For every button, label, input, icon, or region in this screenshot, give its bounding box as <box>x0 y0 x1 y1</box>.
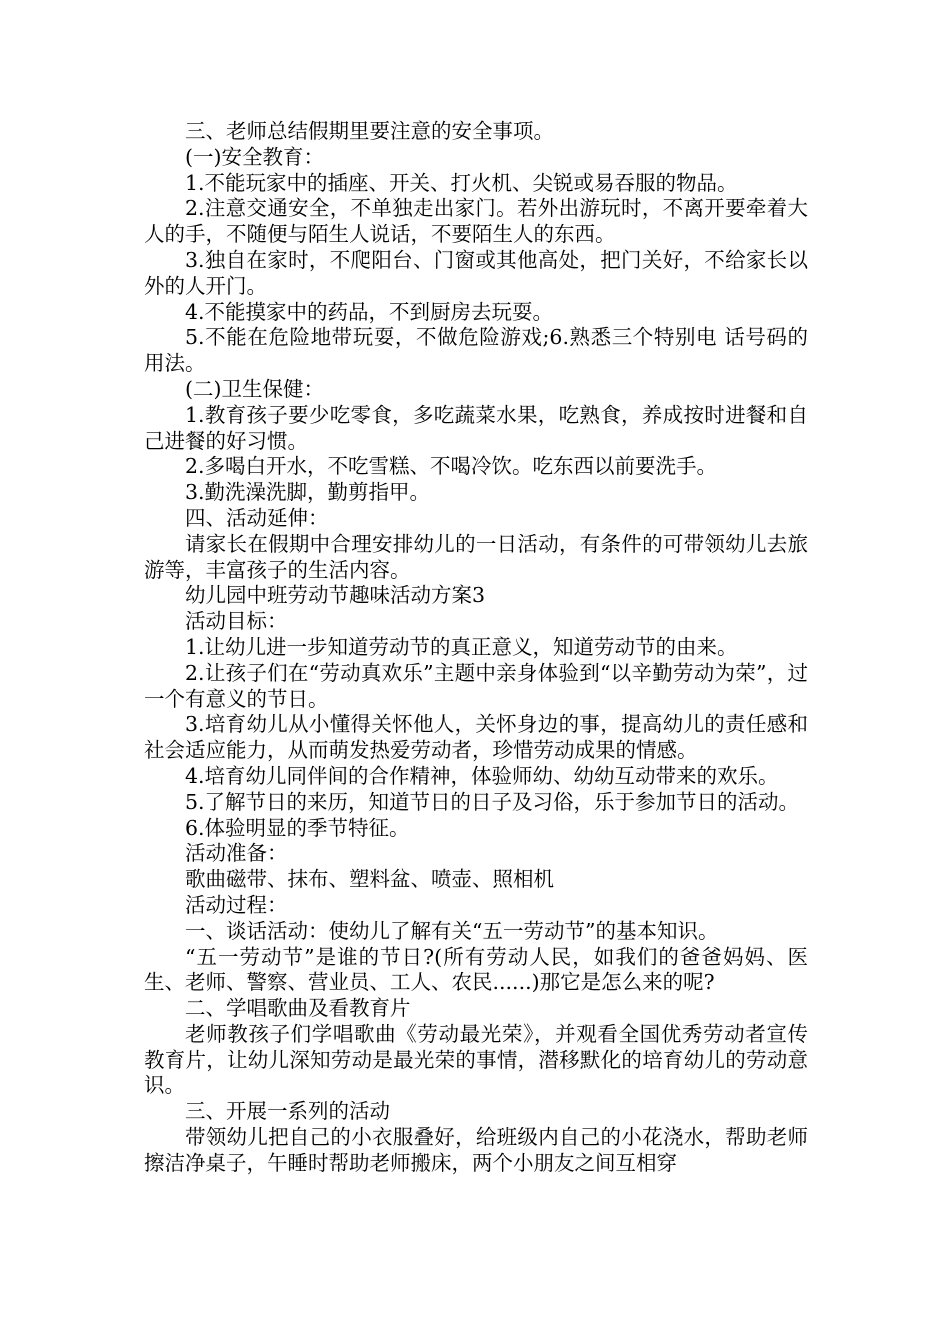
document-body <box>144 119 808 1177</box>
paragraph: 6.体验明显的季节特征。 <box>185 815 410 840</box>
paragraph: (一)安全教育： <box>185 144 324 169</box>
paragraph: 2.注意交通安全，不单独走出家门。若外出游玩时，不离开要牵着大人的手，不随便与陌生人说话，不要陌生人的东西。 <box>144 196 808 247</box>
paragraph: 活动过程： <box>185 892 288 917</box>
paragraph: 3.勤洗澡洗脚，勤剪指甲。 <box>185 480 431 505</box>
paragraph: 2.让孩子们在“劳动真欢乐”主题中亲身体验到“以辛勤劳动为荣”，过一个有意义的节日。 <box>144 660 808 711</box>
paragraph: 四、活动延伸： <box>185 505 329 530</box>
paragraph: 老师教孩子们学唱歌曲《劳动最光荣》，并观看全国优秀劳动者宣传教育片，让幼儿深知劳动是最光荣的事情，潜移默化的培育幼儿的劳动意识。 <box>144 1021 808 1098</box>
paragraph: 5.不能在危险地带玩耍，不做危险游戏;6.熟悉三个特别电 话号码的用法。 <box>144 325 808 376</box>
paragraph: 一、谈话活动：使幼儿了解有关“五一劳动节”的基本知识。 <box>185 918 719 943</box>
paragraph: 5.了解节日的来历，知道节日的日子及习俗，乐于参加节日的活动。 <box>185 789 800 814</box>
paragraph: 歌曲磁带、抹布、塑料盆、喷壶、照相机 <box>185 867 554 892</box>
paragraph: 3.培育幼儿从小懂得关怀他人，关怀身边的事，提高幼儿的责任感和社会适应能力，从而萌发热爱劳动者，珍惜劳动成果的情感。 <box>144 712 808 763</box>
paragraph: 活动目标： <box>185 609 288 634</box>
paragraph: “五一劳动节”是谁的节日?(所有劳动人民，如我们的爸爸妈妈、医生、老师、警察、营业员、工人、农民......)那它是怎么来的呢? <box>144 944 808 995</box>
paragraph: 4.培育幼儿同伴间的合作精神，体验师幼、幼幼互动带来的欢乐。 <box>185 763 779 788</box>
paragraph: 活动准备： <box>185 841 288 866</box>
paragraph: 二、学唱歌曲及看教育片 <box>185 996 411 1021</box>
section-heading: 幼儿园中班劳动节趣味活动方案3 <box>185 583 486 608</box>
paragraph: 3.独自在家时，不爬阳台、门窗或其他高处，把门关好，不给家长以外的人开门。 <box>144 247 808 298</box>
paragraph: 1.不能玩家中的插座、开关、打火机、尖锐或易吞服的物品。 <box>185 170 738 195</box>
paragraph: 1.教育孩子要少吃零食，多吃蔬菜水果，吃熟食，养成按时进餐和自己进餐的好习惯。 <box>144 402 808 453</box>
paragraph: 请家长在假期中合理安排幼儿的一日活动，有条件的可带领幼儿去旅游等，丰富孩子的生活内容。 <box>144 531 808 582</box>
paragraph: (二)卫生保健： <box>185 376 324 401</box>
paragraph: 4.不能摸家中的药品，不到厨房去玩耍。 <box>185 299 554 324</box>
paragraph: 2.多喝白开水，不吃雪糕、不喝冷饮。吃东西以前要洗手。 <box>185 454 718 479</box>
paragraph: 三、开展一系列的活动 <box>185 1099 390 1124</box>
paragraph: 带领幼儿把自己的小衣服叠好，给班级内自己的小花浇水，帮助老师擦洁净桌子，午睡时帮助老师搬床，两个小朋友之间互相穿 <box>144 1125 808 1175</box>
paragraph: 三、老师总结假期里要注意的安全事项。 <box>185 119 554 143</box>
paragraph: 1.让幼儿进一步知道劳动节的真正意义，知道劳动节的由来。 <box>185 634 738 659</box>
